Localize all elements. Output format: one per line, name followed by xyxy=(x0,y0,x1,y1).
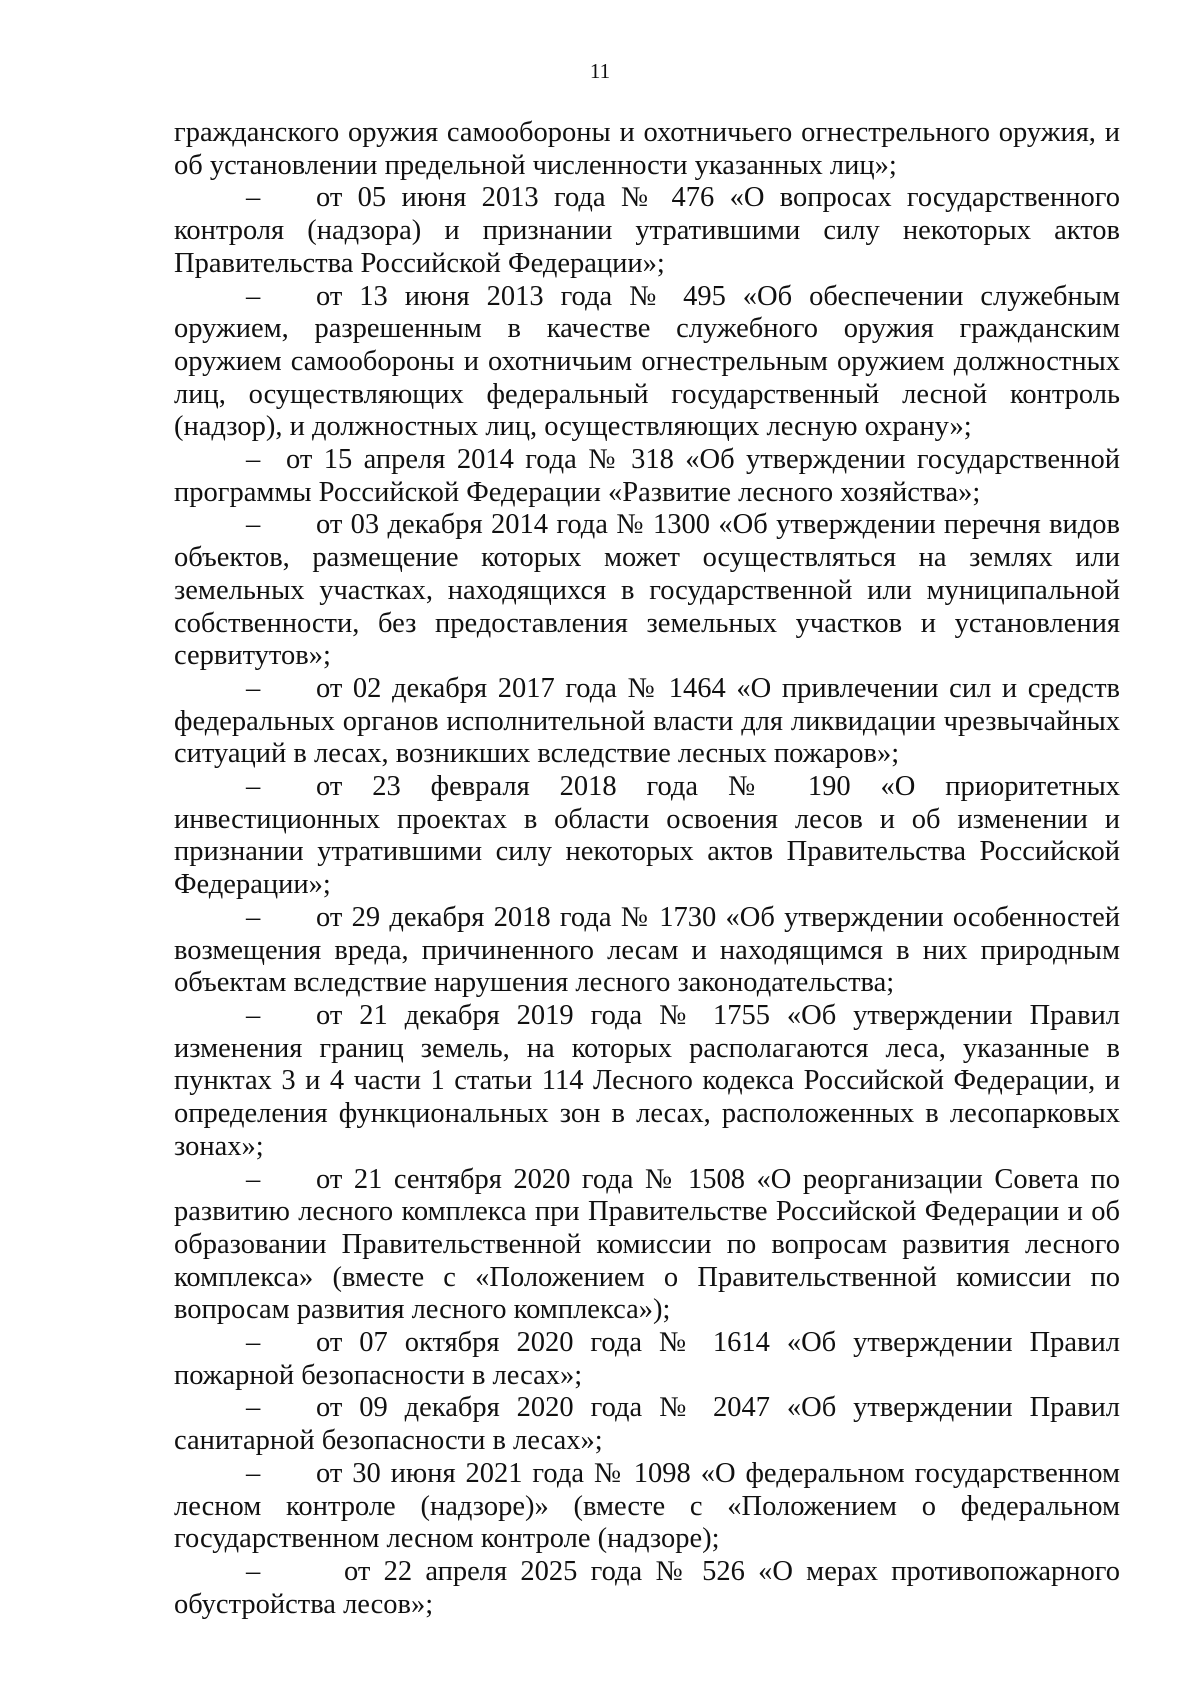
list-item-text: от 15 апреля 2014 года № 318 «Об утверждении государственной программы Российской Федерации «Развитие лесного хозяйства»; xyxy=(174,444,1120,508)
list-item-text: от 30 июня 2021 года № 1098 «О федеральном государственном лесном контроле (надзоре)» (вместе с «Положением о федеральном государственном лесном контроле (надзоре); xyxy=(174,1457,1120,1555)
list-item xyxy=(174,1392,1120,1457)
list-item-text: от 23 февраля 2018 года № 190 «О приоритетных инвестиционных проектах в области освоения лесов и об изменении и признании утратившими силу некоторых актов Правительства Российской Федерации»; xyxy=(174,771,1120,901)
list-dash: – xyxy=(246,1327,261,1359)
document-body xyxy=(174,117,1120,1621)
list-dash: – xyxy=(246,1457,261,1489)
list-item xyxy=(174,1327,1120,1392)
list-item xyxy=(174,509,1120,673)
list-item-text: от 03 декабря 2014 года № 1300 «Об утверждении перечня видов объектов, размещение которых может осуществляться на землях или земельных участках, находящихся в государственной или муниципальной собственности, без предоставления земельных участков и установления сервитутов»; xyxy=(174,509,1120,672)
list-item-text: от 21 сентября 2020 года № 1508 «О реорганизации Совета по развитию лесного комплекса при Правительстве Российской Федерации и об образовании Правительственной комиссии по вопросам развития лесного комплекса» (вместе с «Положением о Правительственной комиссии по вопросам развития лесного комплекса»); xyxy=(174,1163,1120,1326)
list-dash: – xyxy=(246,280,261,312)
continuation-paragraph: гражданского оружия самообороны и охотничьего огнестрельного оружия, и об установлении предельной численности указанных лиц»; xyxy=(174,117,1120,181)
list-item-text: от 13 июня 2013 года № 495 «Об обеспечении служебным оружием, разрешенным в качестве служебного оружия гражданским оружием самообороны и охотничьим огнестрельным оружием должностных лиц, осуществляющих федеральный государственный лесной контроль (надзор), и должностных лиц, осуществляющих лесную охрану»; xyxy=(174,280,1120,443)
list-item-text: от 21 декабря 2019 года № 1755 «Об утверждении Правил изменения границ земель, на которых располагаются леса, указанные в пунктах 3 и 4 части 1 статьи 114 Лесного кодекса Российской Федерации, и определения функциональных зон в лесах, расположенных в лесопарковых зонах»; xyxy=(174,999,1120,1162)
list-dash: – xyxy=(246,444,261,476)
list-dash: – xyxy=(246,901,261,933)
list-item xyxy=(174,281,1120,445)
list-item xyxy=(174,1000,1120,1164)
list-item xyxy=(174,1164,1120,1328)
list-item xyxy=(174,182,1120,280)
list-item-text: от 02 декабря 2017 года № 1464 «О привлечении сил и средств федеральных органов исполнительной власти для ликвидации чрезвычайных ситуаций в лесах, возникших вследствие лесных пожаров»; xyxy=(174,672,1120,770)
list-item xyxy=(174,771,1120,902)
list-item xyxy=(174,1556,1120,1621)
list-dash: – xyxy=(246,1392,261,1424)
list-item-text: от 07 октября 2020 года № 1614 «Об утверждении Правил пожарной безопасности в лесах»; xyxy=(174,1327,1120,1391)
list-dash: – xyxy=(246,1163,261,1195)
list-item xyxy=(174,902,1120,1000)
list-dash: – xyxy=(246,771,261,803)
list-item-text: от 09 декабря 2020 года № 2047 «Об утверждении Правил санитарной безопасности в лесах»; xyxy=(174,1392,1120,1457)
page-number: 11 xyxy=(589,59,611,83)
list-dash: – xyxy=(246,672,261,704)
list-item xyxy=(174,673,1120,771)
list-item xyxy=(174,1458,1120,1556)
list-dash: – xyxy=(246,509,261,541)
list-dash: – xyxy=(246,182,261,214)
list-item xyxy=(174,444,1120,509)
list-dash: – xyxy=(246,1555,261,1587)
list-dash: – xyxy=(246,999,261,1031)
list-item-text: от 05 июня 2013 года № 476 «О вопросах государственного контроля (надзора) и признании утратившими силу некоторых актов Правительства Российской Федерации»; xyxy=(174,182,1120,279)
list-item-text: от 22 апреля 2025 года № 526 «О мерах противопожарного обустройства лесов»; xyxy=(174,1555,1120,1620)
list-item-text: от 29 декабря 2018 года № 1730 «Об утверждении особенностей возмещения вреда, причиненного лесам и находящимся в них природным объектам вследствие нарушения лесного законодательства; xyxy=(174,901,1120,999)
